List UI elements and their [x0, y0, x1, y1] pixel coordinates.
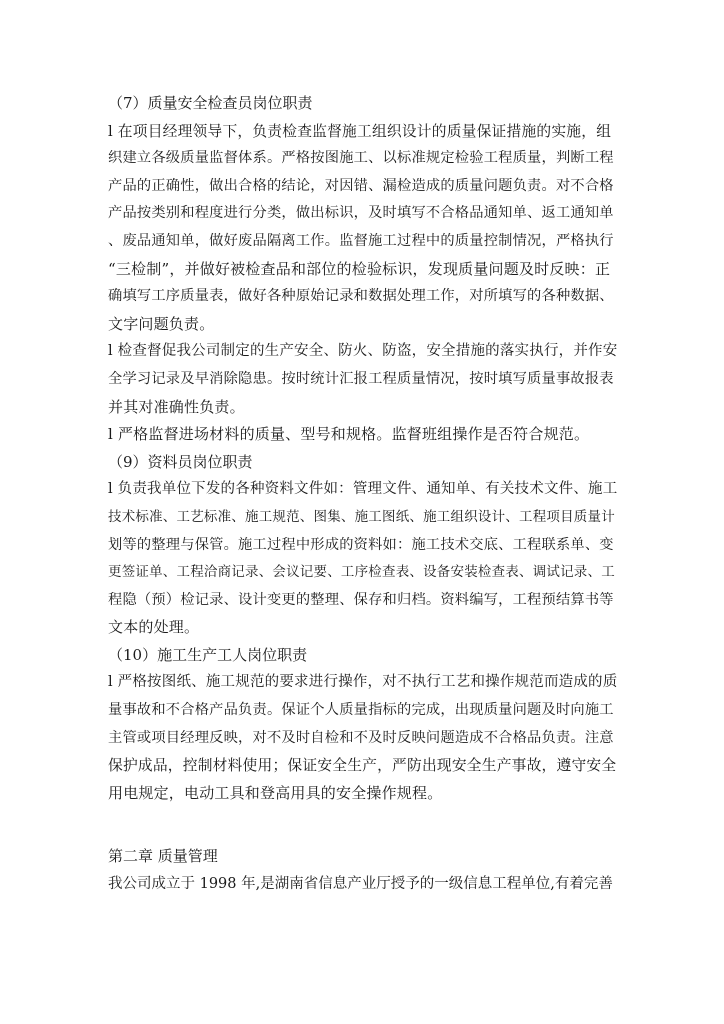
text-line: l 负责我单位下发的各种资料文件如：管理文件、通知单、有关技术文件、施工 — [108, 481, 618, 498]
section-7-heading: （7）质量安全检查员岗位职责 — [108, 94, 313, 112]
section-spacer — [108, 807, 618, 843]
section-7-paragraph-3 — [108, 421, 618, 449]
text-line: 、废品通知单，做好废品隔离工作。监督施工过程中的质量控制情况，严格执行 — [108, 232, 614, 249]
text-line: 划等的整理与保管。施工过程中形成的资料如：施工技术交底、工程联系单、变 — [108, 536, 614, 553]
text-line: 用电规定，电动工具和登高用具的安全操作规程。 — [108, 783, 443, 802]
text-line: 全学习记录及早消除隐患。按时统计汇报工程质量情况，按时填写质量事故报表 — [108, 370, 614, 387]
section-9-paragraph-1 — [108, 476, 618, 642]
section-10-paragraph-1 — [108, 669, 618, 807]
section-7-paragraph-2 — [108, 338, 618, 421]
text-line: l 严格按图纸、施工规范的要求进行操作，对不执行工艺和操作规范而造成的质 — [108, 674, 618, 691]
text-line: 产品的正确性，做出合格的结论，对因错、漏检造成的质量问题负责。对不合格 — [108, 177, 614, 194]
text-line: 文本的处理。 — [108, 618, 200, 637]
text-line: l 在项目经理领导下，负责检查监督施工组织设计的质量保证措施的实施，组 — [108, 122, 612, 140]
chapter-intro: 我公司成立于 1998 年,是湖南省信息产业厅授予的一级信息工程单位,有着完善 — [108, 876, 613, 893]
document-body — [108, 90, 618, 899]
text-line: 织建立各级质量监督体系。严格按图施工、以标准规定检验工程质量，判断工程 — [108, 150, 614, 167]
text-line: 确填写工序质量表，做好各种原始记录和数据处理工作，对所填写的各种数据、 — [108, 288, 614, 305]
section-9-heading: （9）资料员岗位职责 — [108, 452, 253, 471]
text-line: 并其对准确性负责。 — [108, 397, 245, 416]
text-line: 更签证单、工程洽商记录、会议记要、工序检查表、设备安装检查表、调试记录、工 — [108, 564, 615, 581]
text-line: 程隐（预）检记录、设计变更的整理、保存和归档。资料编写，工程预结算书等 — [108, 591, 614, 608]
section-7-paragraph-1 — [108, 118, 618, 339]
text-line: “三检制”，并做好被检查品和部位的检验标识，发现质量问题及时反映：正 — [108, 259, 611, 278]
chapter-title: 第二章 质量管理 — [108, 847, 218, 866]
text-line: 技术标准、工艺标准、施工规范、图集、施工图纸、施工组织设计、工程项目质量计 — [108, 508, 615, 525]
text-line: l 严格监督进场材料的质量、型号和规格。监督班组操作是否符合规范。 — [108, 425, 590, 444]
text-line: l 检查督促我公司制定的生产安全、防火、防盗，安全措施的落实执行，并作安 — [108, 343, 618, 360]
text-line: 文字问题负责。 — [108, 314, 215, 333]
text-line: 量事故和不合格产品负责。保证个人质量指标的完成，出现质量问题及时向施工 — [108, 702, 614, 719]
text-line: 主管或项目经理反映，对不及时自检和不及时反映问题造成不合格品负责。注意 — [108, 729, 614, 746]
section-10-heading: （10）施工生产工人岗位职责 — [108, 645, 308, 664]
text-line: 产品按类别和程度进行分类，做出标识，及时填写不合格品通知单、返工通知单 — [108, 205, 614, 222]
text-line: 保护成品，控制材料使用；保证安全生产，严防出现安全生产事故，遵守安全 — [108, 757, 617, 775]
